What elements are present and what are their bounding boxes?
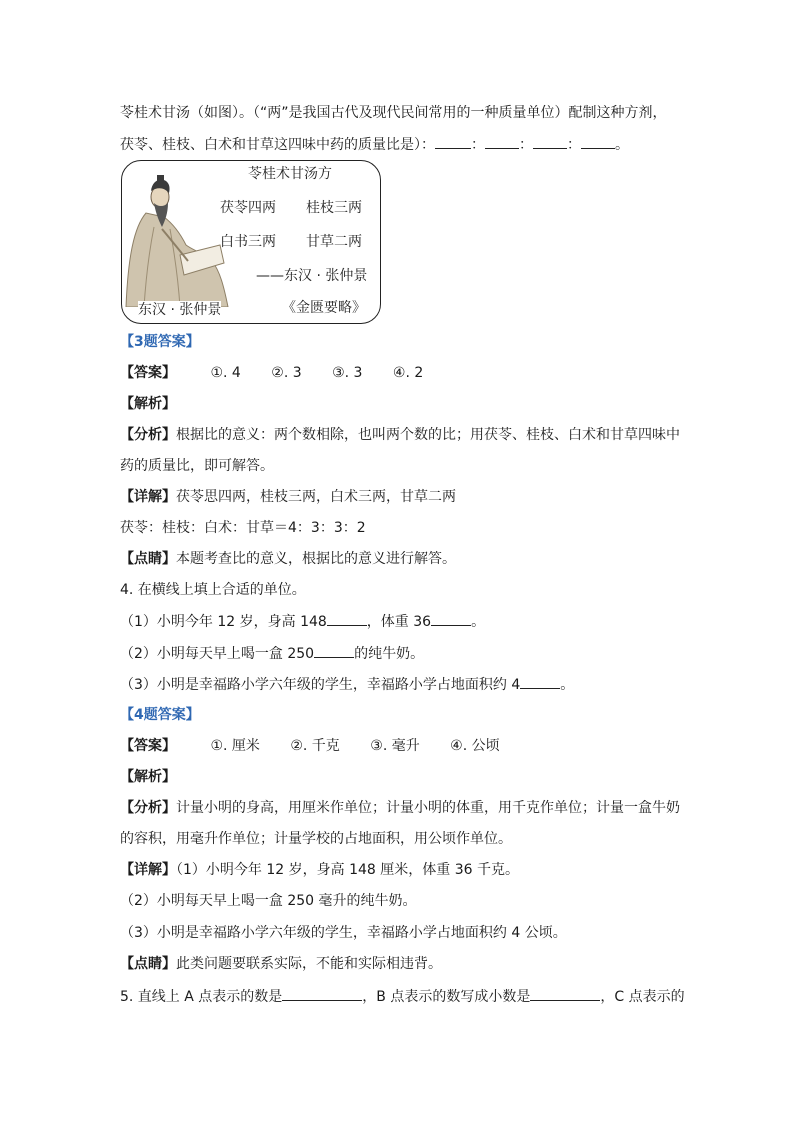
q4-dianjing	[120, 954, 442, 974]
recipe-item-guizhi: 桂枝三两	[306, 200, 362, 216]
sub-text: （2）小明每天早上喝一盒 250	[120, 646, 315, 662]
recipe-book: 《金匮要略》	[282, 300, 366, 316]
answer-item: ③. 3	[332, 365, 363, 381]
q3-xiangjie-line1	[120, 487, 456, 507]
answer-item: ④. 2	[392, 365, 424, 381]
xiangjie-label: 【详解】	[120, 489, 176, 505]
q3-analysis-header: 【解析】	[120, 396, 176, 412]
q3-dianjing	[120, 549, 456, 569]
q4-sub1	[120, 611, 485, 632]
q3-fenxi-line2: 药的质量比，即可解答。	[120, 458, 274, 474]
sub-text: ，体重 36	[366, 614, 432, 630]
q3-answer-header: 【3题答案】	[120, 334, 200, 350]
q3-intro-line2	[120, 134, 629, 155]
recipe-item-baizhu: 白书三两	[220, 234, 276, 250]
colon: ：	[519, 137, 533, 153]
colon: ：	[471, 137, 485, 153]
portrait-caption: 东汉 · 张仲景	[138, 302, 222, 318]
sub-text: 。	[471, 614, 486, 630]
answer-item: ④. 公顷	[450, 738, 500, 754]
q4-xiangjie-line3: （3）小明是幸福路小学六年级的学生，幸福路小学占地面积约 4 公顷。	[120, 925, 567, 941]
q4-answer-row	[120, 736, 526, 756]
q4-fenxi-line2: 的容积，用毫升作单位；计量学校的占地面积，用公顷作单位。	[120, 831, 512, 847]
dianjing-label: 【点睛】	[120, 551, 176, 567]
blank	[435, 134, 471, 149]
q4-sub3	[120, 674, 574, 695]
fenxi-label: 【分析】	[120, 427, 176, 443]
recipe-author: ——东汉 · 张仲景	[256, 268, 368, 284]
q5-text: ，C 点表示的	[600, 989, 685, 1005]
answer-item: ①. 厘米	[210, 738, 260, 754]
answer-item: ③. 毫升	[370, 738, 420, 754]
sub-text: （1）小明今年 12 岁，身高 148	[120, 614, 327, 630]
fenxi-label: 【分析】	[120, 800, 176, 816]
sub-text: （3）小明是幸福路小学六年级的学生，幸福路小学占地面积约 4	[120, 677, 521, 693]
q3-answer-row	[120, 363, 449, 383]
answer-item: ①. 4	[210, 365, 241, 381]
dianjing-text: 此类问题要联系实际，不能和实际相违背。	[176, 956, 442, 972]
q4-question: 4. 在横线上填上合适的单位。	[120, 582, 306, 598]
blank	[520, 674, 560, 689]
blank	[431, 611, 471, 626]
blank	[533, 134, 567, 149]
zhang-zhongjing-portrait	[124, 167, 234, 307]
q3-intro-text: 茯苓、桂枝、白术和甘草这四味中药的质量比是）：	[120, 137, 435, 153]
q4-xiangjie-line1	[120, 860, 519, 880]
colon: ：	[567, 137, 581, 153]
q3-xiangjie-line2: 茯苓：桂枝：白术：甘草＝4：3：3：2	[120, 520, 366, 536]
q5-text: ，B 点表示的数写成小数是	[362, 989, 531, 1005]
dianjing-label: 【点睛】	[120, 956, 176, 972]
fenxi-text: 计量小明的身高，用厘米作单位；计量小明的体重，用千克作单位；计量一盒牛奶	[176, 800, 680, 816]
q3-fenxi-line1	[120, 425, 680, 445]
recipe-item-gancao: 甘草二两	[306, 234, 362, 250]
blank	[581, 134, 615, 149]
q4-answer-header: 【4题答案】	[120, 707, 200, 723]
q4-xiangjie-line2: （2）小明每天早上喝一盒 250 毫升的纯牛奶。	[120, 893, 417, 909]
answer-item: ②. 3	[271, 365, 302, 381]
answer-label: 【答案】	[120, 365, 176, 381]
q5-question	[120, 986, 685, 1007]
q5-text: 5. 直线上 A 点表示的数是	[120, 989, 283, 1005]
fenxi-text: 根据比的意义：两个数相除，也叫两个数的比；用茯苓、桂枝、白术和甘草四味中	[176, 427, 680, 443]
q4-analysis-header: 【解析】	[120, 769, 176, 785]
q4-sub2	[120, 643, 424, 664]
blank	[314, 643, 354, 658]
xiangjie-text: （1）小明今年 12 岁，身高 148 厘米，体重 36 千克。	[176, 862, 519, 878]
xiangjie-text: 茯苓思四两，桂枝三两，白术三两，甘草二两	[176, 489, 456, 505]
q3-intro-line1: 苓桂术甘汤（如图）。（“两”是我国古代及现代民间常用的一种质量单位）配制这种方剂，	[120, 105, 667, 121]
period: 。	[615, 137, 629, 153]
blank	[485, 134, 519, 149]
sub-text: 。	[560, 677, 575, 693]
recipe-box	[121, 160, 381, 324]
dianjing-text: 本题考查比的意义，根据比的意义进行解答。	[176, 551, 456, 567]
q4-fenxi-line1	[120, 798, 680, 818]
blank	[282, 986, 362, 1001]
recipe-item-fuling: 茯苓四两	[220, 200, 276, 216]
blank	[327, 611, 367, 626]
xiangjie-label: 【详解】	[120, 862, 176, 878]
recipe-title: 苓桂术甘汤方	[248, 166, 332, 182]
blank	[530, 986, 600, 1001]
answer-label: 【答案】	[120, 738, 176, 754]
answer-item: ②. 千克	[290, 738, 340, 754]
sub-text: 的纯牛奶。	[354, 646, 425, 662]
